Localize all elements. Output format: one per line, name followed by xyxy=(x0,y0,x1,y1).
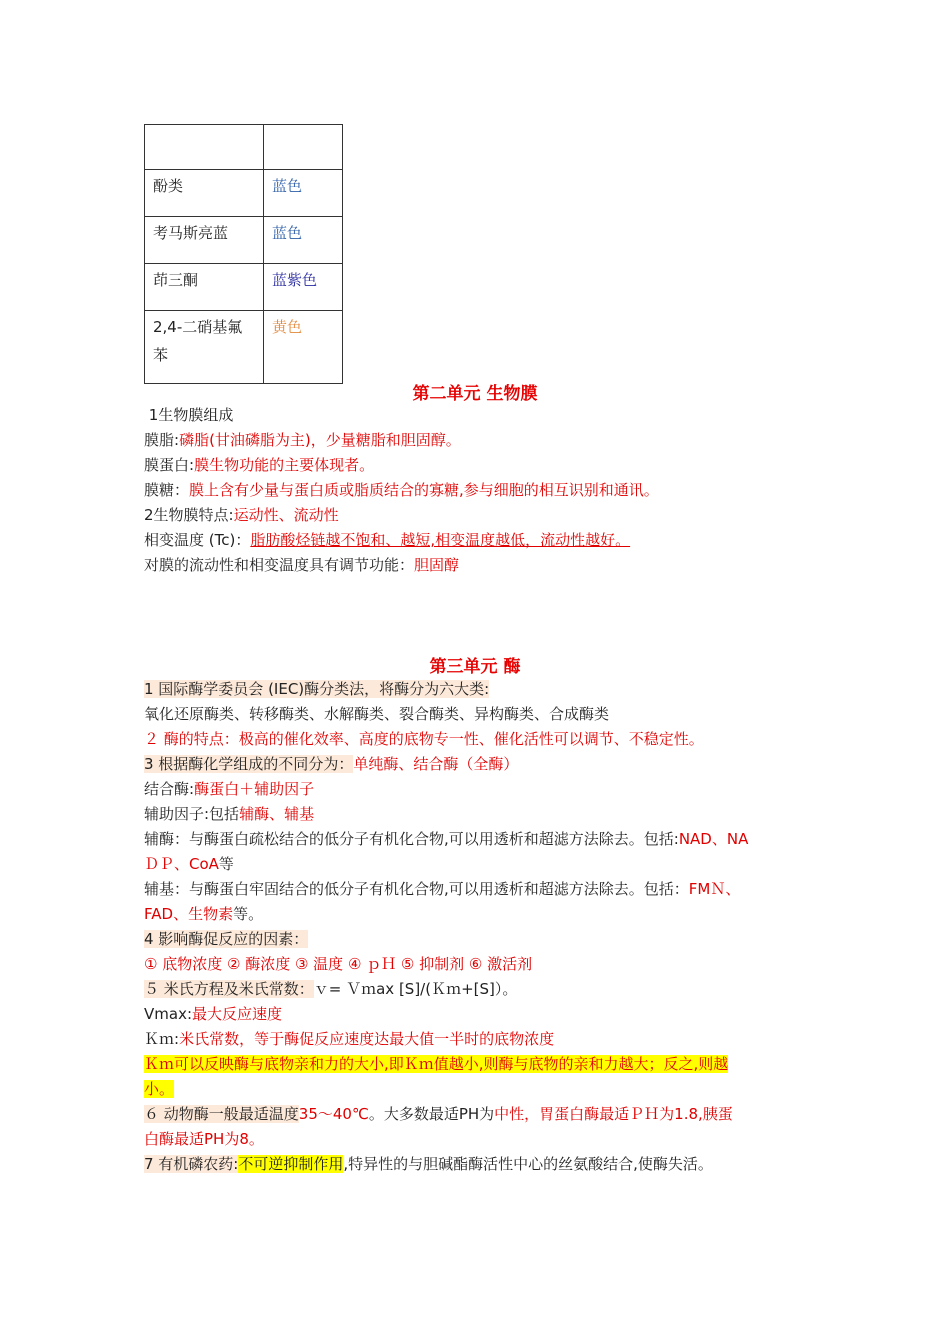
text-line xyxy=(144,1152,810,1177)
reagent-line: 2,4-二硝基氟 xyxy=(153,318,243,336)
text-line xyxy=(144,1077,810,1102)
line-highlight-text: 运动性、流动性 xyxy=(233,506,339,524)
line-highlight-text: 膜上含有少量与蛋白质或脂质结合的寡糖,参与细胞的相互识别和通讯。 xyxy=(189,481,659,499)
line-highlight-text: 脂肪酸烃链越不饱和、越短,相变温度越低，流动性越好。 xyxy=(250,531,631,549)
text-line xyxy=(144,453,810,478)
line-text: 等。 xyxy=(233,905,264,923)
reagent-line: 苯 xyxy=(153,346,169,364)
line-highlight-text: FAD、生物素 xyxy=(144,905,234,923)
line-highlight-text: 胆固醇 xyxy=(414,556,460,574)
line-highlight-text: 不可逆抑制作用 xyxy=(238,1155,344,1173)
text-line xyxy=(144,852,810,877)
line-highlight-text: ，胃蛋白酶最适ＰＨ为1.8,胰蛋 xyxy=(524,1105,733,1123)
line-highlight-text: 米氏常数，等于酶促反应速度达最大值一半时的底物浓度 xyxy=(179,1030,555,1048)
line-text: 氧化还原酶类、转移酶类、水解酶类、裂合酶类、异构酶类、合成酶类 xyxy=(144,705,610,723)
text-line xyxy=(144,752,810,777)
table-row xyxy=(145,311,343,384)
line-highlight-text: 辅酶、辅基 xyxy=(239,805,315,823)
line-highlight-text: 单纯酶、结合酶（全酶） xyxy=(353,755,519,773)
text-line xyxy=(144,1127,810,1152)
line-label: ２ 酶的特点： xyxy=(144,730,239,748)
section-title-unit2: 第二单元 生物膜 xyxy=(412,384,538,404)
line-label: 膜蛋白: xyxy=(144,456,195,474)
text-line xyxy=(144,802,810,827)
text-line xyxy=(144,428,810,453)
line-label: ５ 米氏方程及米氏常数： xyxy=(144,980,314,998)
line-highlight-text: 酶蛋白＋辅助因子 xyxy=(194,780,315,798)
text-line xyxy=(144,1102,810,1127)
line-text: 1 国际酶学委员会 (IEC)酶分类法，将酶分为六大类: xyxy=(144,680,490,698)
table-row xyxy=(145,125,343,170)
text-line xyxy=(144,478,810,503)
line-label: 辅助因子:包括 xyxy=(144,805,240,823)
line-label: 辅酶：与酶蛋白疏松结合的低分子有机化合物,可以用透析和超滤方法除去。包括: xyxy=(144,830,679,848)
text-line xyxy=(144,877,810,902)
text-line xyxy=(144,952,810,977)
table-cell-color: 黄色 xyxy=(264,311,343,384)
table-cell-reagent: 考马斯亮蓝 xyxy=(145,217,264,264)
line-label: 相变温度 (Tc)： xyxy=(144,531,251,549)
line-text: ,特异性的与胆碱酯酶活性中心的丝氨酸结合,使酶失活。 xyxy=(343,1155,713,1173)
table-cell-reagent xyxy=(145,125,264,170)
reagent-color-table xyxy=(144,124,343,384)
table-cell-reagent: 酚类 xyxy=(145,170,264,217)
line-highlight-text: ① 底物浓度 ② 酶浓度 ③ 温度 ④ ｐＨ ⑤ 抑制剂 ⑥ 激活剂 xyxy=(144,955,533,973)
line-label: 2生物膜特点: xyxy=(144,506,234,524)
line-highlight-text: 白酶最适PH为8。 xyxy=(144,1130,264,1148)
line-highlight-text: Ｋｍ可以反映酶与底物亲和力的大小,即Ｋｍ值越小,则酶与底物的亲和力越大；反之,则越 xyxy=(144,1055,729,1073)
line-text: 4 影响酶促反应的因素： xyxy=(144,930,309,948)
line-highlight-text: NAD、NA xyxy=(678,830,749,848)
text-line xyxy=(144,827,810,852)
line-highlight-text: 小。 xyxy=(144,1080,175,1098)
text-line xyxy=(144,902,810,927)
line-highlight-text: 35～40℃ xyxy=(298,1105,369,1123)
table-cell-reagent: 茚三酮 xyxy=(145,264,264,311)
table-cell-color xyxy=(264,125,343,170)
line-label: 膜脂: xyxy=(144,431,180,449)
table-cell-reagent xyxy=(145,311,264,384)
section-title-unit3: 第三单元 酶 xyxy=(429,657,521,677)
text-line xyxy=(144,1052,810,1077)
line-highlight-text: 极高的催化效率、高度的底物专一性、催化活性可以调节、不稳定性。 xyxy=(238,730,704,748)
text-line xyxy=(144,528,810,553)
text-line xyxy=(144,977,810,1002)
line-highlight-text: 膜生物功能的主要体现者。 xyxy=(194,456,375,474)
line-label: 辅基：与酶蛋白牢固结合的低分子有机化合物,可以用透析和超滤方法除去。包括： xyxy=(144,880,689,898)
line-label: Ｋｍ: xyxy=(144,1030,180,1048)
text-line xyxy=(144,1027,810,1052)
text-line xyxy=(144,702,810,727)
line-highlight-text: FMＮ、 xyxy=(688,880,741,898)
table-row xyxy=(145,217,343,264)
table-cell-color: 蓝色 xyxy=(264,217,343,264)
text-line xyxy=(144,777,810,802)
table-cell-color: 蓝色 xyxy=(264,170,343,217)
text-line xyxy=(144,403,810,428)
line-label: Vmax: xyxy=(144,1005,192,1023)
line-text: 等 xyxy=(218,855,234,873)
table-cell-color: 蓝紫色 xyxy=(264,264,343,311)
line-label: 膜糖： xyxy=(144,481,190,499)
line-label: 7 有机磷农药: xyxy=(144,1155,239,1173)
line-label: 结合酶: xyxy=(144,780,195,798)
table-row xyxy=(145,264,343,311)
text-line xyxy=(144,503,810,528)
line-text: 1生物膜组成 xyxy=(148,406,234,424)
text-line xyxy=(144,727,810,752)
text-line xyxy=(144,553,810,578)
line-highlight-text: ＤＰ、CoA xyxy=(144,855,219,873)
text-line xyxy=(144,1002,810,1027)
text-line xyxy=(144,677,810,702)
text-line xyxy=(144,927,810,952)
line-label: ６ 动物酶一般最适温度 xyxy=(144,1105,299,1123)
line-label: 对膜的流动性和相变温度具有调节功能： xyxy=(144,556,415,574)
line-text: ｖ= Ｖｍax [S]/(Ｋｍ+[S]）。 xyxy=(313,980,518,998)
line-highlight-text: 磷脂(甘油磷脂为主)，少量糖脂和胆固醇。 xyxy=(179,431,461,449)
line-label: 3 根据酶化学组成的不同分为： xyxy=(144,755,354,773)
line-highlight-text: 最大反应速度 xyxy=(192,1005,283,1023)
line-text: 。大多数最适PH为 xyxy=(368,1105,495,1123)
line-highlight-text: 中性 xyxy=(494,1105,525,1123)
table-row xyxy=(145,170,343,217)
